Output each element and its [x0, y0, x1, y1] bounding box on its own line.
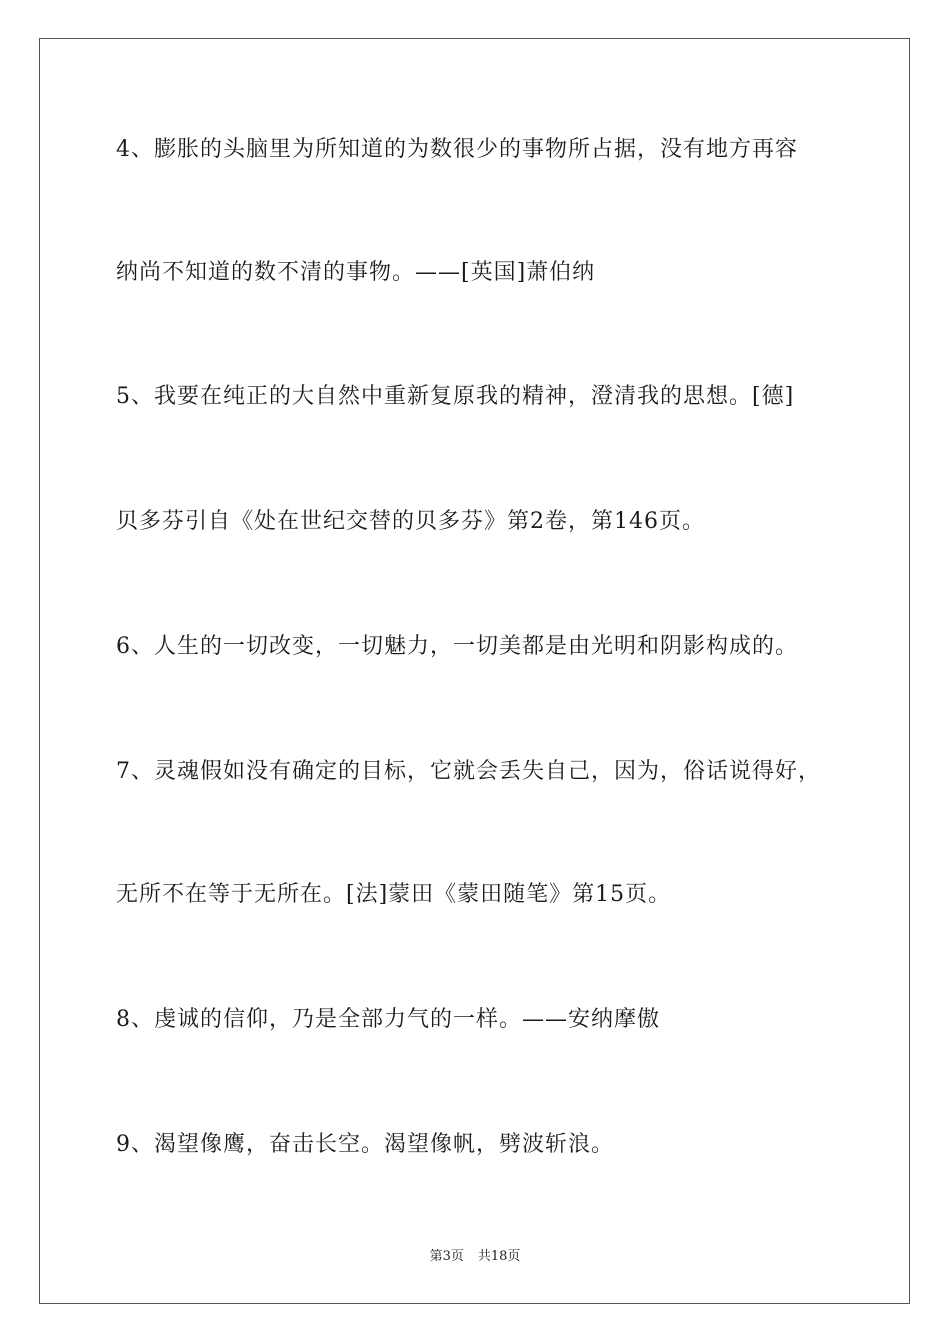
text-line-2: 纳尚不知道的数不清的事物。——[英国]萧伯纳	[116, 260, 596, 285]
page-footer	[0, 1249, 950, 1265]
text-line-8: 8、虔诚的信仰，乃是全部力气的一样。——安纳摩傲	[116, 1007, 660, 1032]
text-line-9: 9、渴望像鹰，奋击长空。渴望像帆，劈波斩浪。	[116, 1132, 614, 1157]
text-line-7: 无所不在等于无所在。[法]蒙田《蒙田随笔》第15页。	[116, 882, 672, 907]
page-number: 第3页	[429, 1249, 464, 1264]
text-line-4: 贝多芬引自《处在世纪交替的贝多芬》第2卷，第146页。	[116, 509, 705, 534]
total-pages: 共18页	[477, 1249, 521, 1264]
text-line-5: 6、人生的一切改变，一切魅力，一切美都是由光明和阴影构成的。	[116, 634, 798, 659]
page-border	[39, 38, 910, 1304]
text-line-1: 4、膨胀的头脑里为所知道的为数很少的事物所占据，没有地方再容	[116, 137, 798, 162]
text-line-3: 5、我要在纯正的大自然中重新复原我的精神，澄清我的思想。[德]	[116, 384, 795, 409]
text-line-6: 7、灵魂假如没有确定的目标，它就会丢失自己，因为，俗话说得好，	[116, 759, 821, 784]
